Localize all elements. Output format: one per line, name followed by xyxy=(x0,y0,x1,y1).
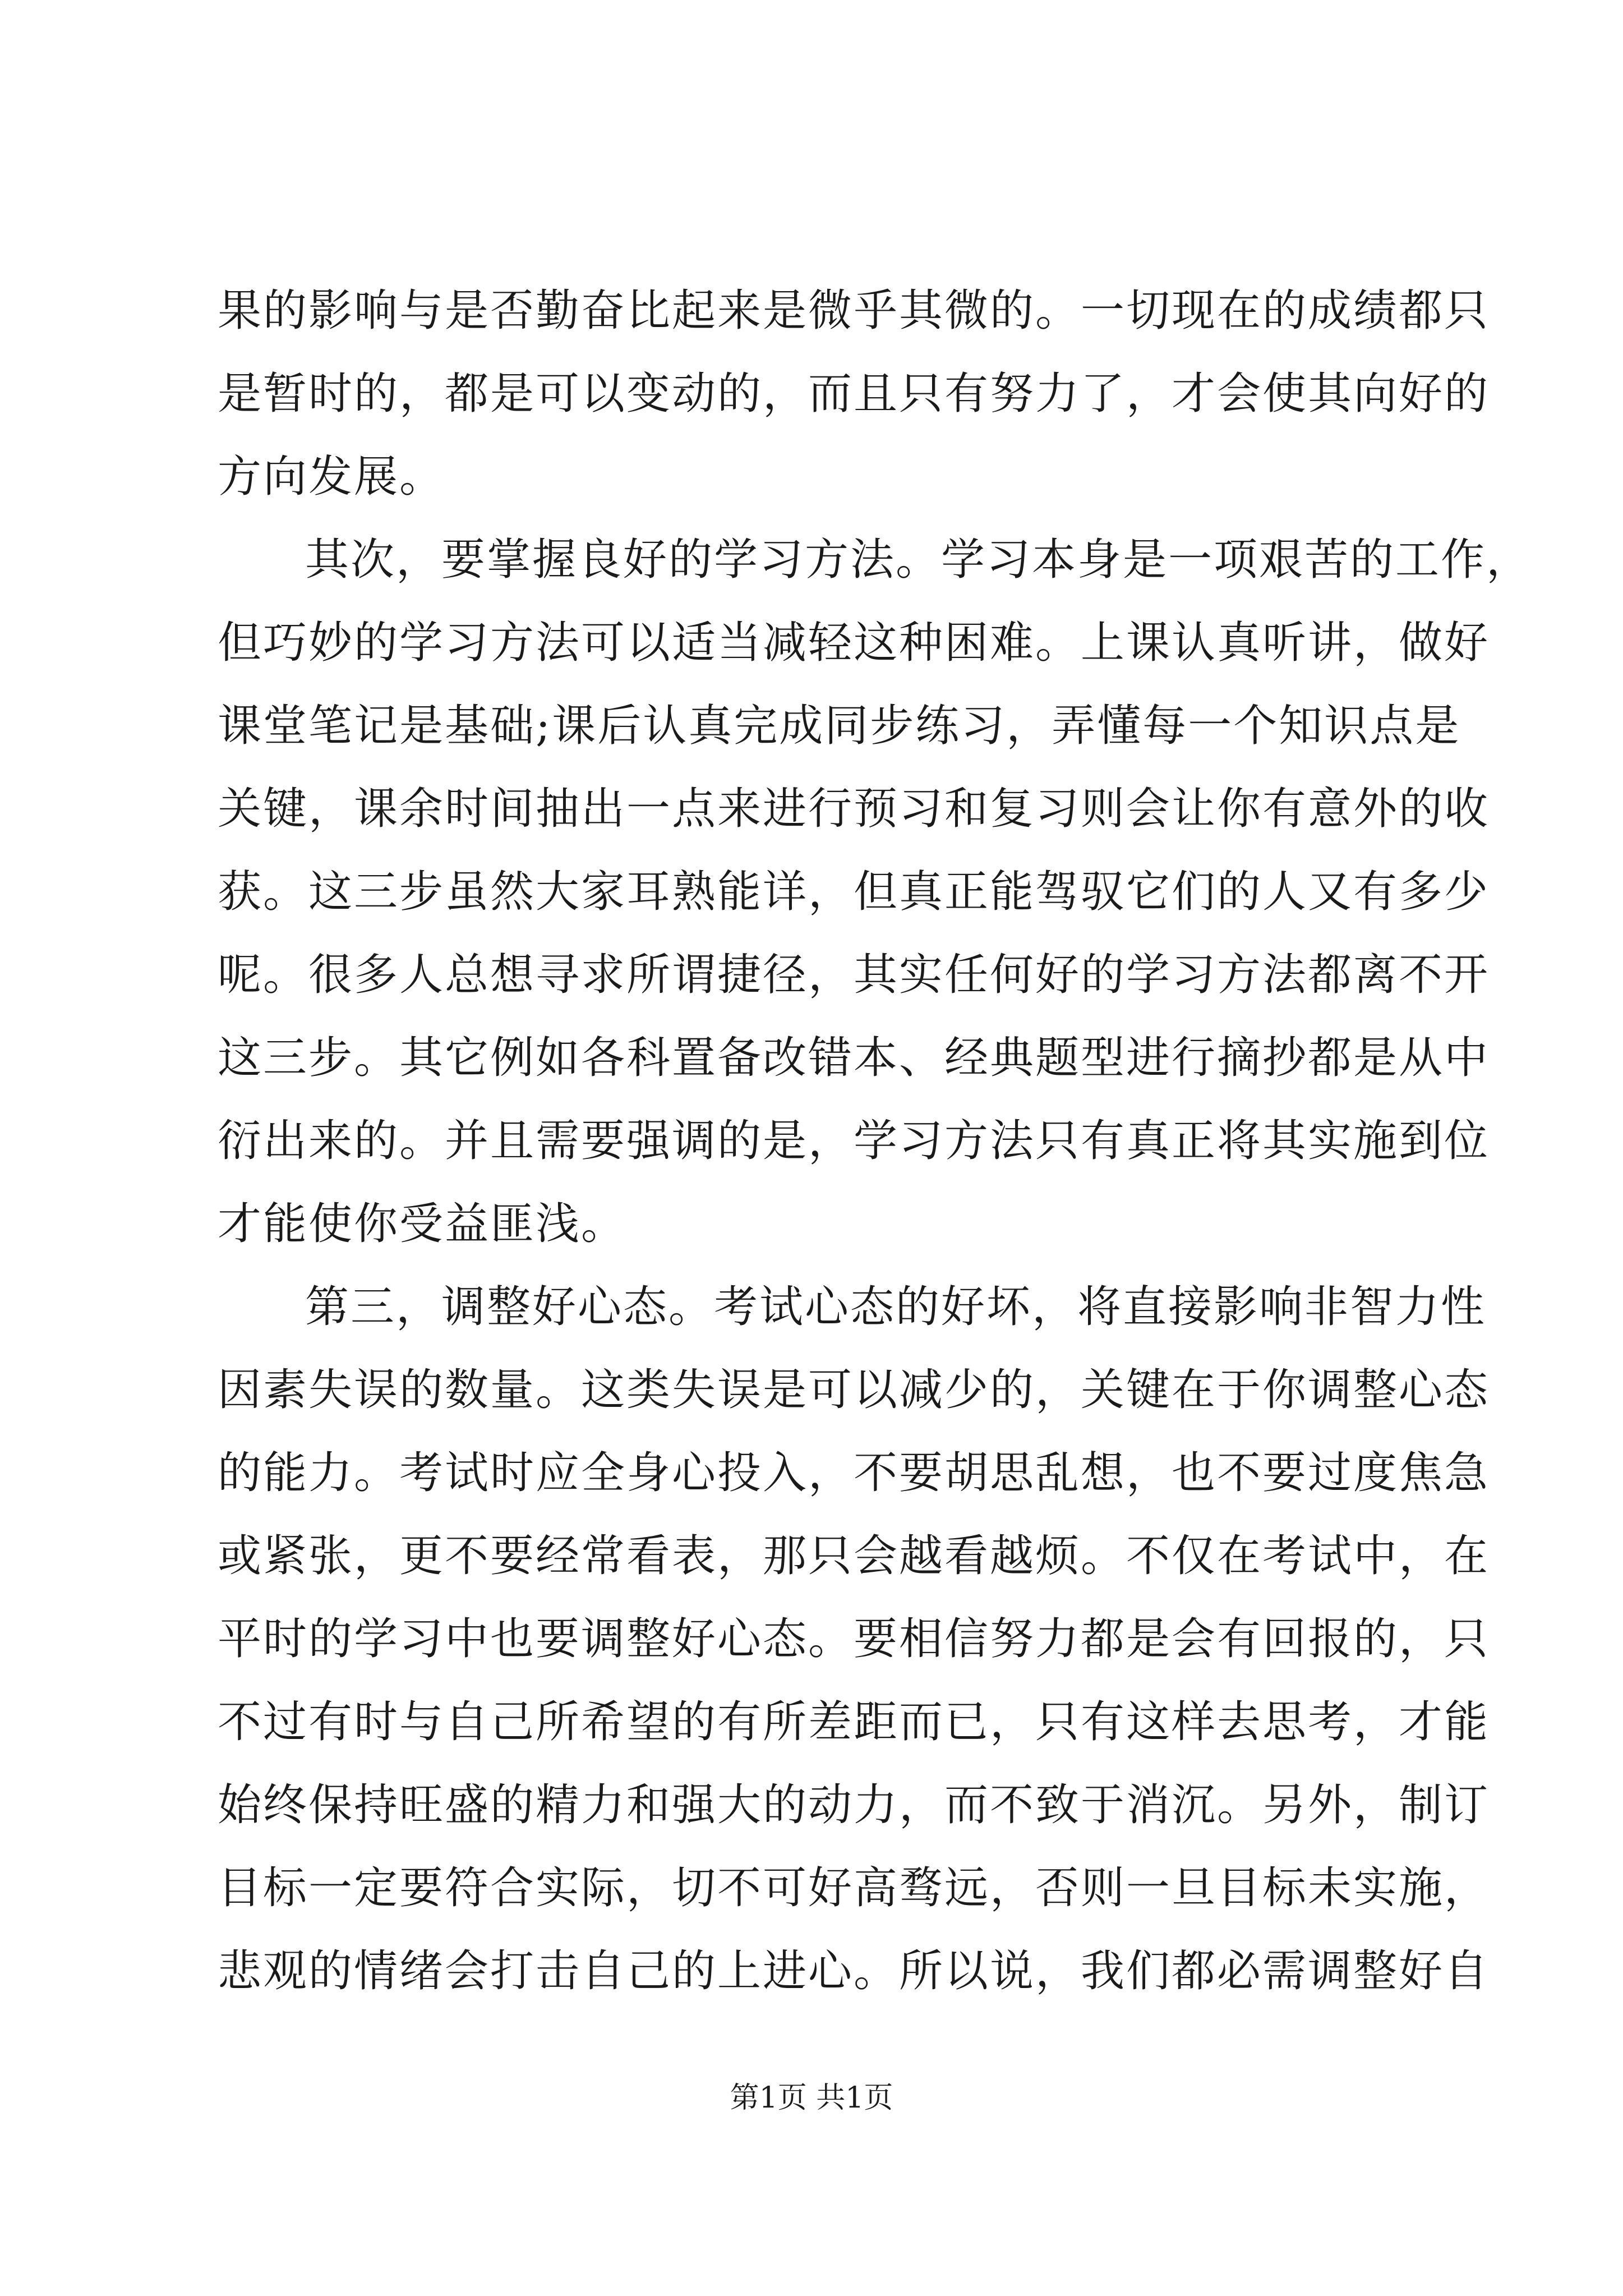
paragraph-line: 关键，课余时间抽出一点来进行预习和复习则会让你有意外的收 xyxy=(218,784,1490,834)
paragraph-line: 的能力。考试时应全身心投入，不要胡思乱想，也不要过度焦急 xyxy=(218,1448,1490,1498)
paragraph-line: 衍出来的。并且需要强调的是，学习方法只有真正将其实施到位 xyxy=(218,1116,1490,1166)
paragraph-line: 呢。很多人总想寻求所谓捷径，其实任何好的学习方法都离不开 xyxy=(218,950,1490,1000)
paragraph-line: 平时的学习中也要调整好心态。要相信努力都是会有回报的，只 xyxy=(218,1614,1490,1664)
document-body xyxy=(218,269,1532,2013)
paragraph-line: 课堂笔记是基础;课后认真完成同步练习，弄懂每一个知识点是 xyxy=(218,701,1461,751)
paragraph-line: 果的影响与是否勤奋比起来是微乎其微的。一切现在的成绩都只 xyxy=(218,286,1490,336)
paragraph-line: 这三步。其它例如各科置备改错本、经典题型进行摘抄都是从中 xyxy=(218,1033,1490,1083)
paragraph-line: 是暂时的，都是可以变动的，而且只有努力了，才会使其向好的 xyxy=(218,369,1490,419)
paragraph-line: 方向发展。 xyxy=(218,452,445,502)
paragraph-line: 或紧张，更不要经常看表，那只会越看越烦。不仅在考试中，在 xyxy=(218,1531,1490,1581)
paragraph-line: 目标一定要符合实际，切不可好高骛远，否则一旦目标未实施， xyxy=(218,1863,1490,1913)
paragraph-line: 因素失误的数量。这类失误是可以减少的，关键在于你调整心态 xyxy=(218,1365,1490,1415)
paragraph-line: 始终保持旺盛的精力和强大的动力，而不致于消沉。另外，制订 xyxy=(218,1780,1490,1830)
paragraph-first-line: 其次，要掌握良好的学习方法。学习本身是一项艰苦的工作， xyxy=(305,535,1532,585)
page-number-label: 第1页 共1页 xyxy=(730,2081,893,2115)
page-footer xyxy=(0,2076,1623,2120)
paragraph-line: 获。这三步虽然大家耳熟能详，但真正能驾驭它们的人又有多少 xyxy=(218,867,1490,917)
paragraph-first-line: 第三，调整好心态。考试心态的好坏，将直接影响非智力性 xyxy=(305,1282,1487,1332)
paragraph-line: 不过有时与自己所希望的有所差距而已，只有这样去思考，才能 xyxy=(218,1697,1490,1747)
paragraph-line: 才能使你受益匪浅。 xyxy=(218,1199,627,1249)
paragraph-line: 悲观的情绪会打击自己的上进心。所以说，我们都必需调整好自 xyxy=(218,1946,1490,1996)
paragraph-line: 但巧妙的学习方法可以适当减轻这种困难。上课认真听讲，做好 xyxy=(218,618,1490,668)
